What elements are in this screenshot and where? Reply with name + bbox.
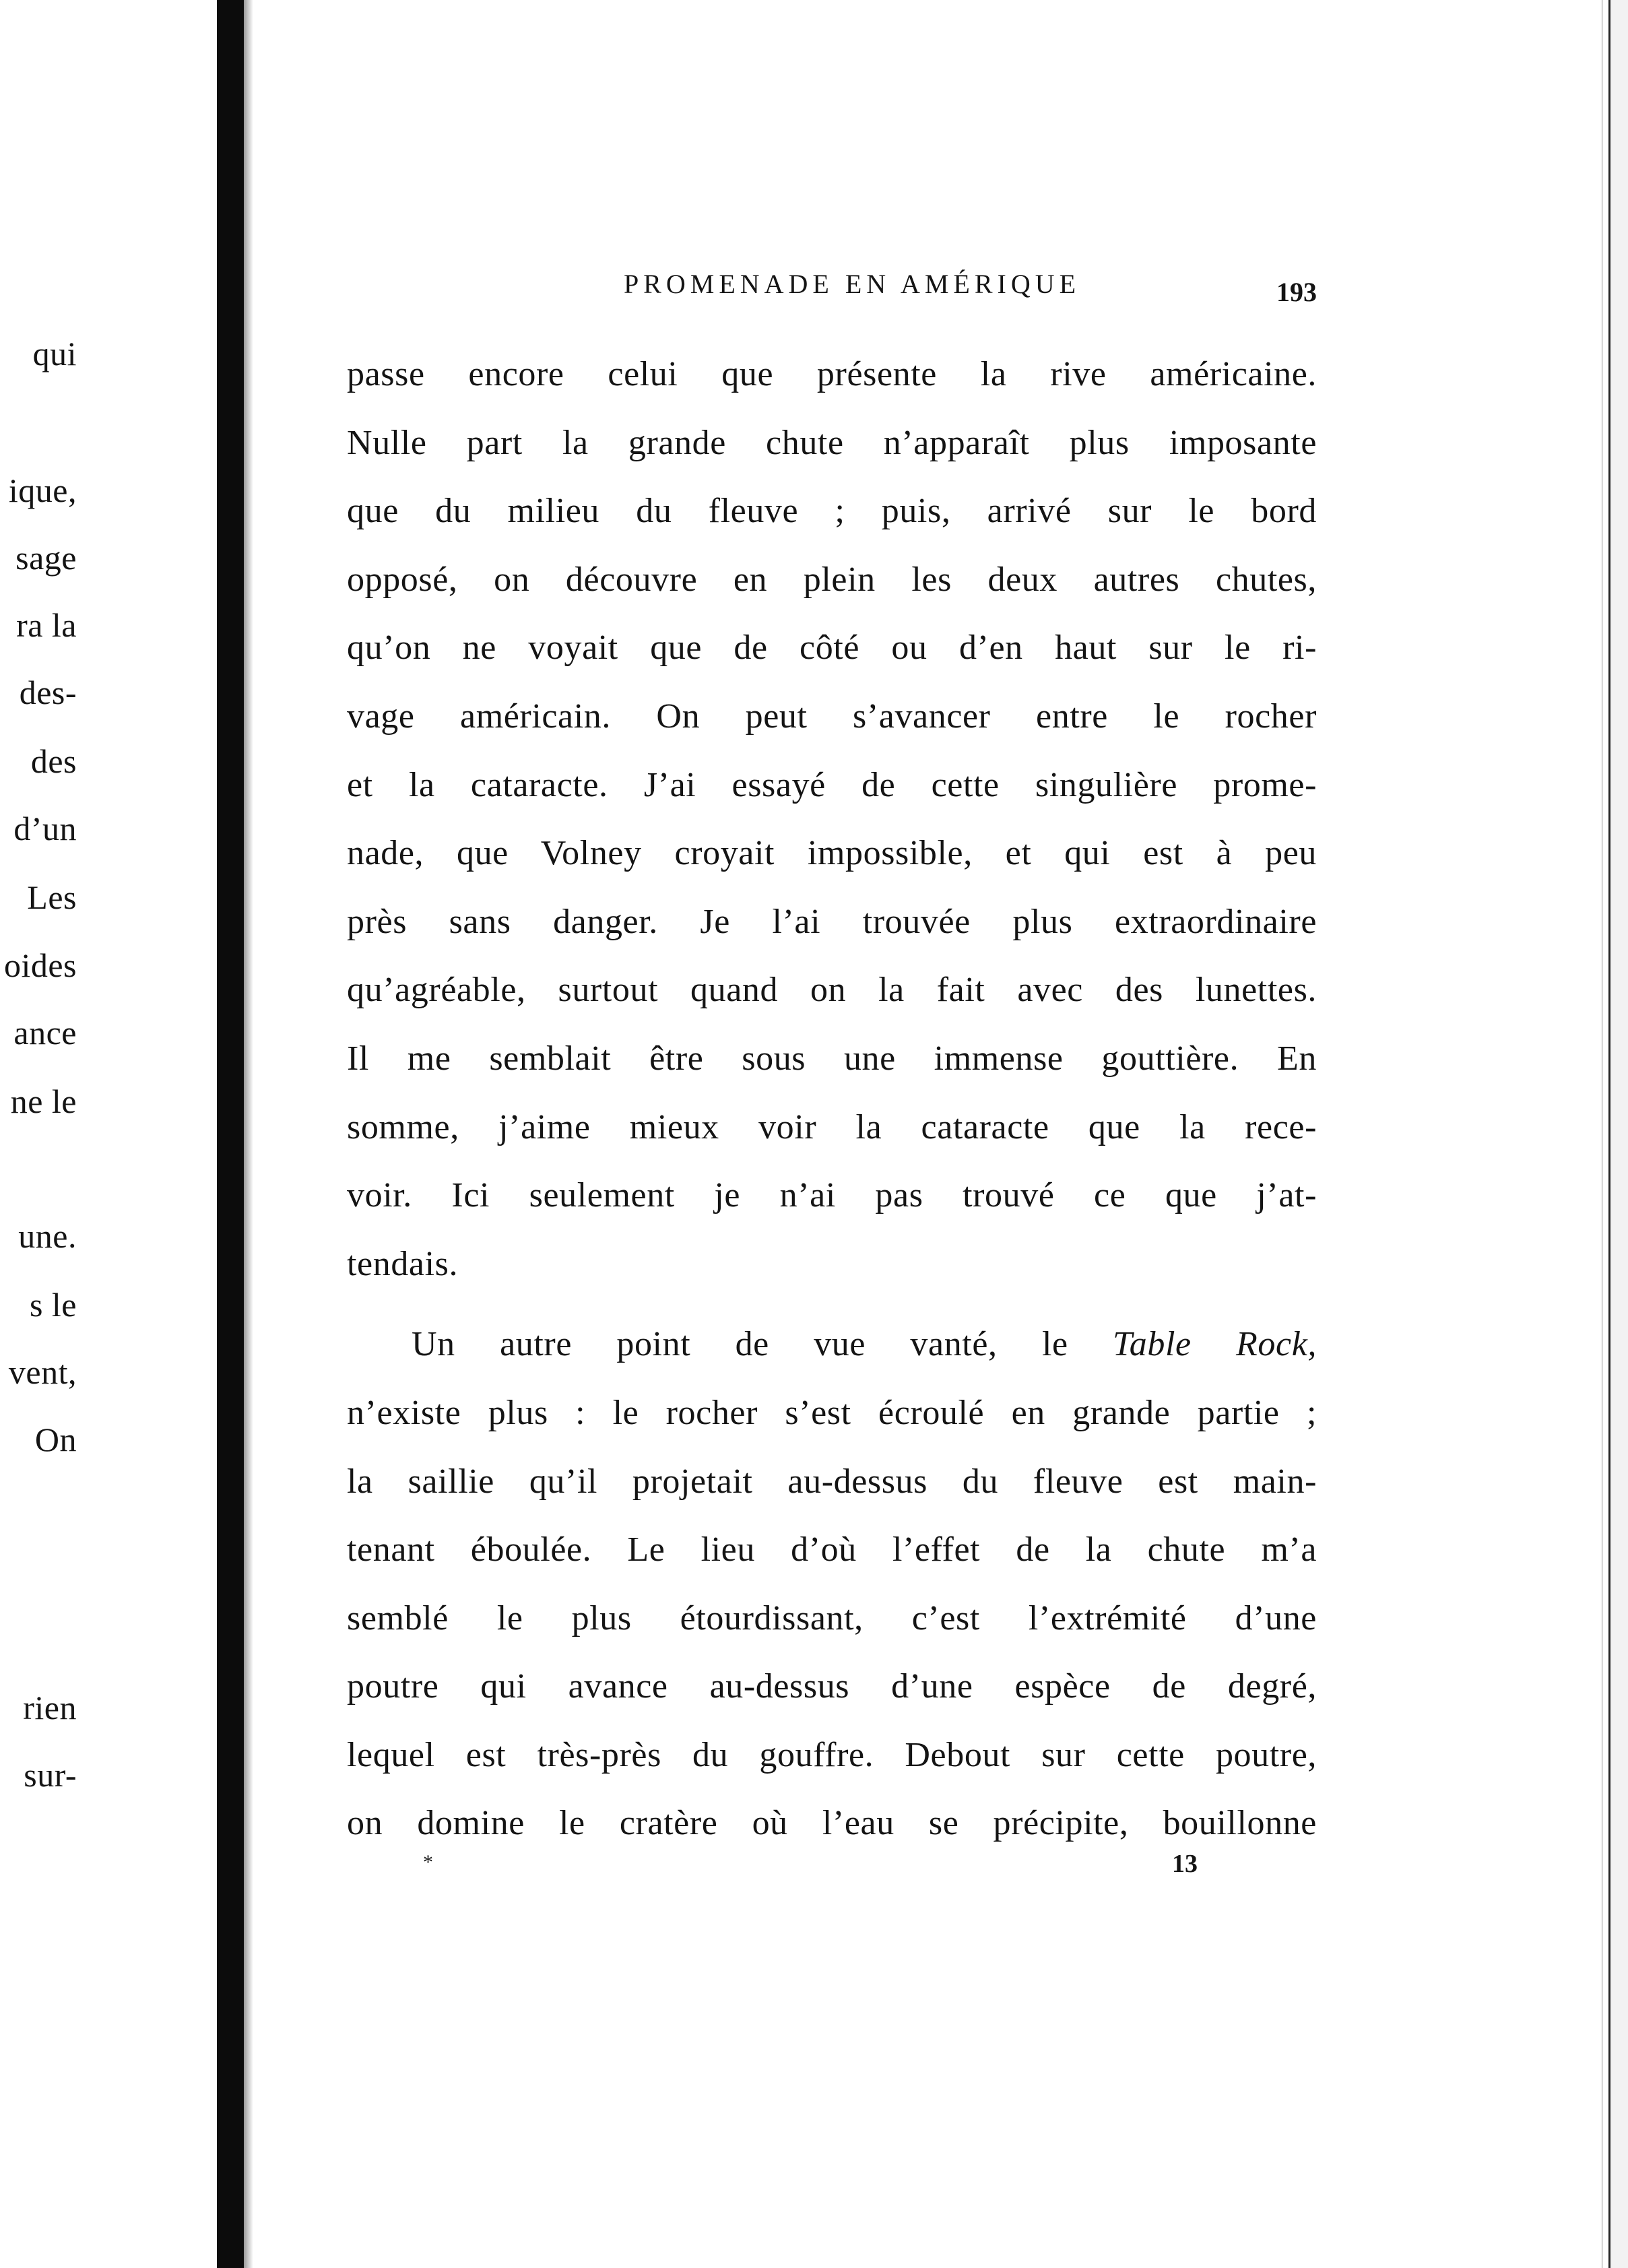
text-line: vage américain. On peut s’avancer entre le rocher xyxy=(347,696,1317,736)
left-page-line-fragment: d’un xyxy=(13,810,77,847)
body-text xyxy=(347,340,1317,1858)
left-page-line-fragment: On xyxy=(34,1421,77,1458)
signature-mark: 13 xyxy=(1172,1850,1198,1878)
text-line: semblé le plus étourdissant, c’est l’extrémité d’une xyxy=(347,1598,1317,1638)
page-edge-line xyxy=(1608,0,1610,2268)
text-line: la saillie qu’il projetait au-dessus du fleuve est main- xyxy=(347,1462,1317,1501)
text-line: Il me semblait être sous une immense gouttière. En xyxy=(347,1039,1317,1078)
text-line: tenant éboulée. Le lieu d’où l’effet de la chute m’a xyxy=(347,1530,1317,1569)
left-page-fragment xyxy=(0,0,79,2268)
text-line: voir. Ici seulement je n’ai pas trouvé ce que j’at- xyxy=(347,1176,1317,1215)
paragraph-gap xyxy=(347,1298,1317,1310)
left-page-line-fragment: Les xyxy=(27,878,77,916)
text-line: on domine le cratère où l’eau se précipite, bouillonne xyxy=(347,1804,1317,1843)
left-page-line-fragment: des- xyxy=(19,674,77,711)
gutter-gradient xyxy=(244,0,253,2268)
text-line xyxy=(347,1310,1317,1379)
text-line: près sans danger. Je l’ai trouvée plus extraordinaire xyxy=(347,902,1317,941)
left-page-line-fragment: vent, xyxy=(8,1353,77,1391)
left-page-line-fragment: sur- xyxy=(24,1756,77,1794)
italic-run: Table Rock, xyxy=(1113,1325,1317,1364)
left-page-line-fragment: une. xyxy=(18,1217,77,1255)
text-run: Un autre point de vue vanté, le xyxy=(412,1325,1068,1364)
text-line: qu’agréable, surtout quand on la fait avec des lunettes. xyxy=(347,971,1317,1010)
text-line: Nulle part la grande chute n’apparaît plus imposante xyxy=(347,423,1317,462)
text-line: et la cataracte. J’ai essayé de cette singulière prome- xyxy=(347,765,1317,804)
text-line: qu’on ne voyait que de côté ou d’en haut sur le ri- xyxy=(347,628,1317,668)
left-page-line-fragment: des xyxy=(30,742,77,780)
left-page-line-fragment: sage xyxy=(15,539,77,577)
printer-star-mark: * xyxy=(423,1851,433,1873)
gutter-shadow xyxy=(217,0,244,2268)
page-number: 193 xyxy=(1276,277,1317,307)
left-page-line-fragment: rien xyxy=(23,1689,77,1726)
left-page-line-fragment: ique, xyxy=(8,472,77,509)
left-page-line-fragment: qui xyxy=(32,335,77,372)
text-line: n’existe plus : le rocher s’est écroulé en grande partie ; xyxy=(347,1393,1317,1432)
text-line: poutre qui avance au-dessus d’une espèce de degré, xyxy=(347,1667,1317,1706)
text-line: nade, que Volney croyait impossible, et qui est à peu xyxy=(347,834,1317,873)
left-page-line-fragment: s le xyxy=(29,1286,77,1324)
left-page-line-fragment: ra la xyxy=(16,606,77,644)
text-line: que du milieu du fleuve ; puis, arrivé sur le bord xyxy=(347,492,1317,531)
text-line: lequel est très-près du gouffre. Debout sur cette poutre, xyxy=(347,1735,1317,1774)
text-line: somme, j’aime mieux voir la cataracte que la rece- xyxy=(347,1107,1317,1146)
running-head: PROMENADE EN AMÉRIQUE xyxy=(623,269,1081,299)
paragraph-1 xyxy=(347,340,1317,1298)
text-line: opposé, on découvre en plein les deux autres chutes, xyxy=(347,560,1317,599)
left-page-line-fragment: oides xyxy=(3,946,77,984)
text-line: passe encore celui que présente la rive américaine. xyxy=(347,355,1317,393)
page-edge-fill xyxy=(1610,0,1628,2268)
paragraph-2 xyxy=(347,1310,1317,1858)
left-page-line-fragment: ne le xyxy=(10,1082,77,1120)
text-line: tendais. xyxy=(347,1244,459,1283)
left-page-line-fragment: ance xyxy=(13,1014,77,1051)
